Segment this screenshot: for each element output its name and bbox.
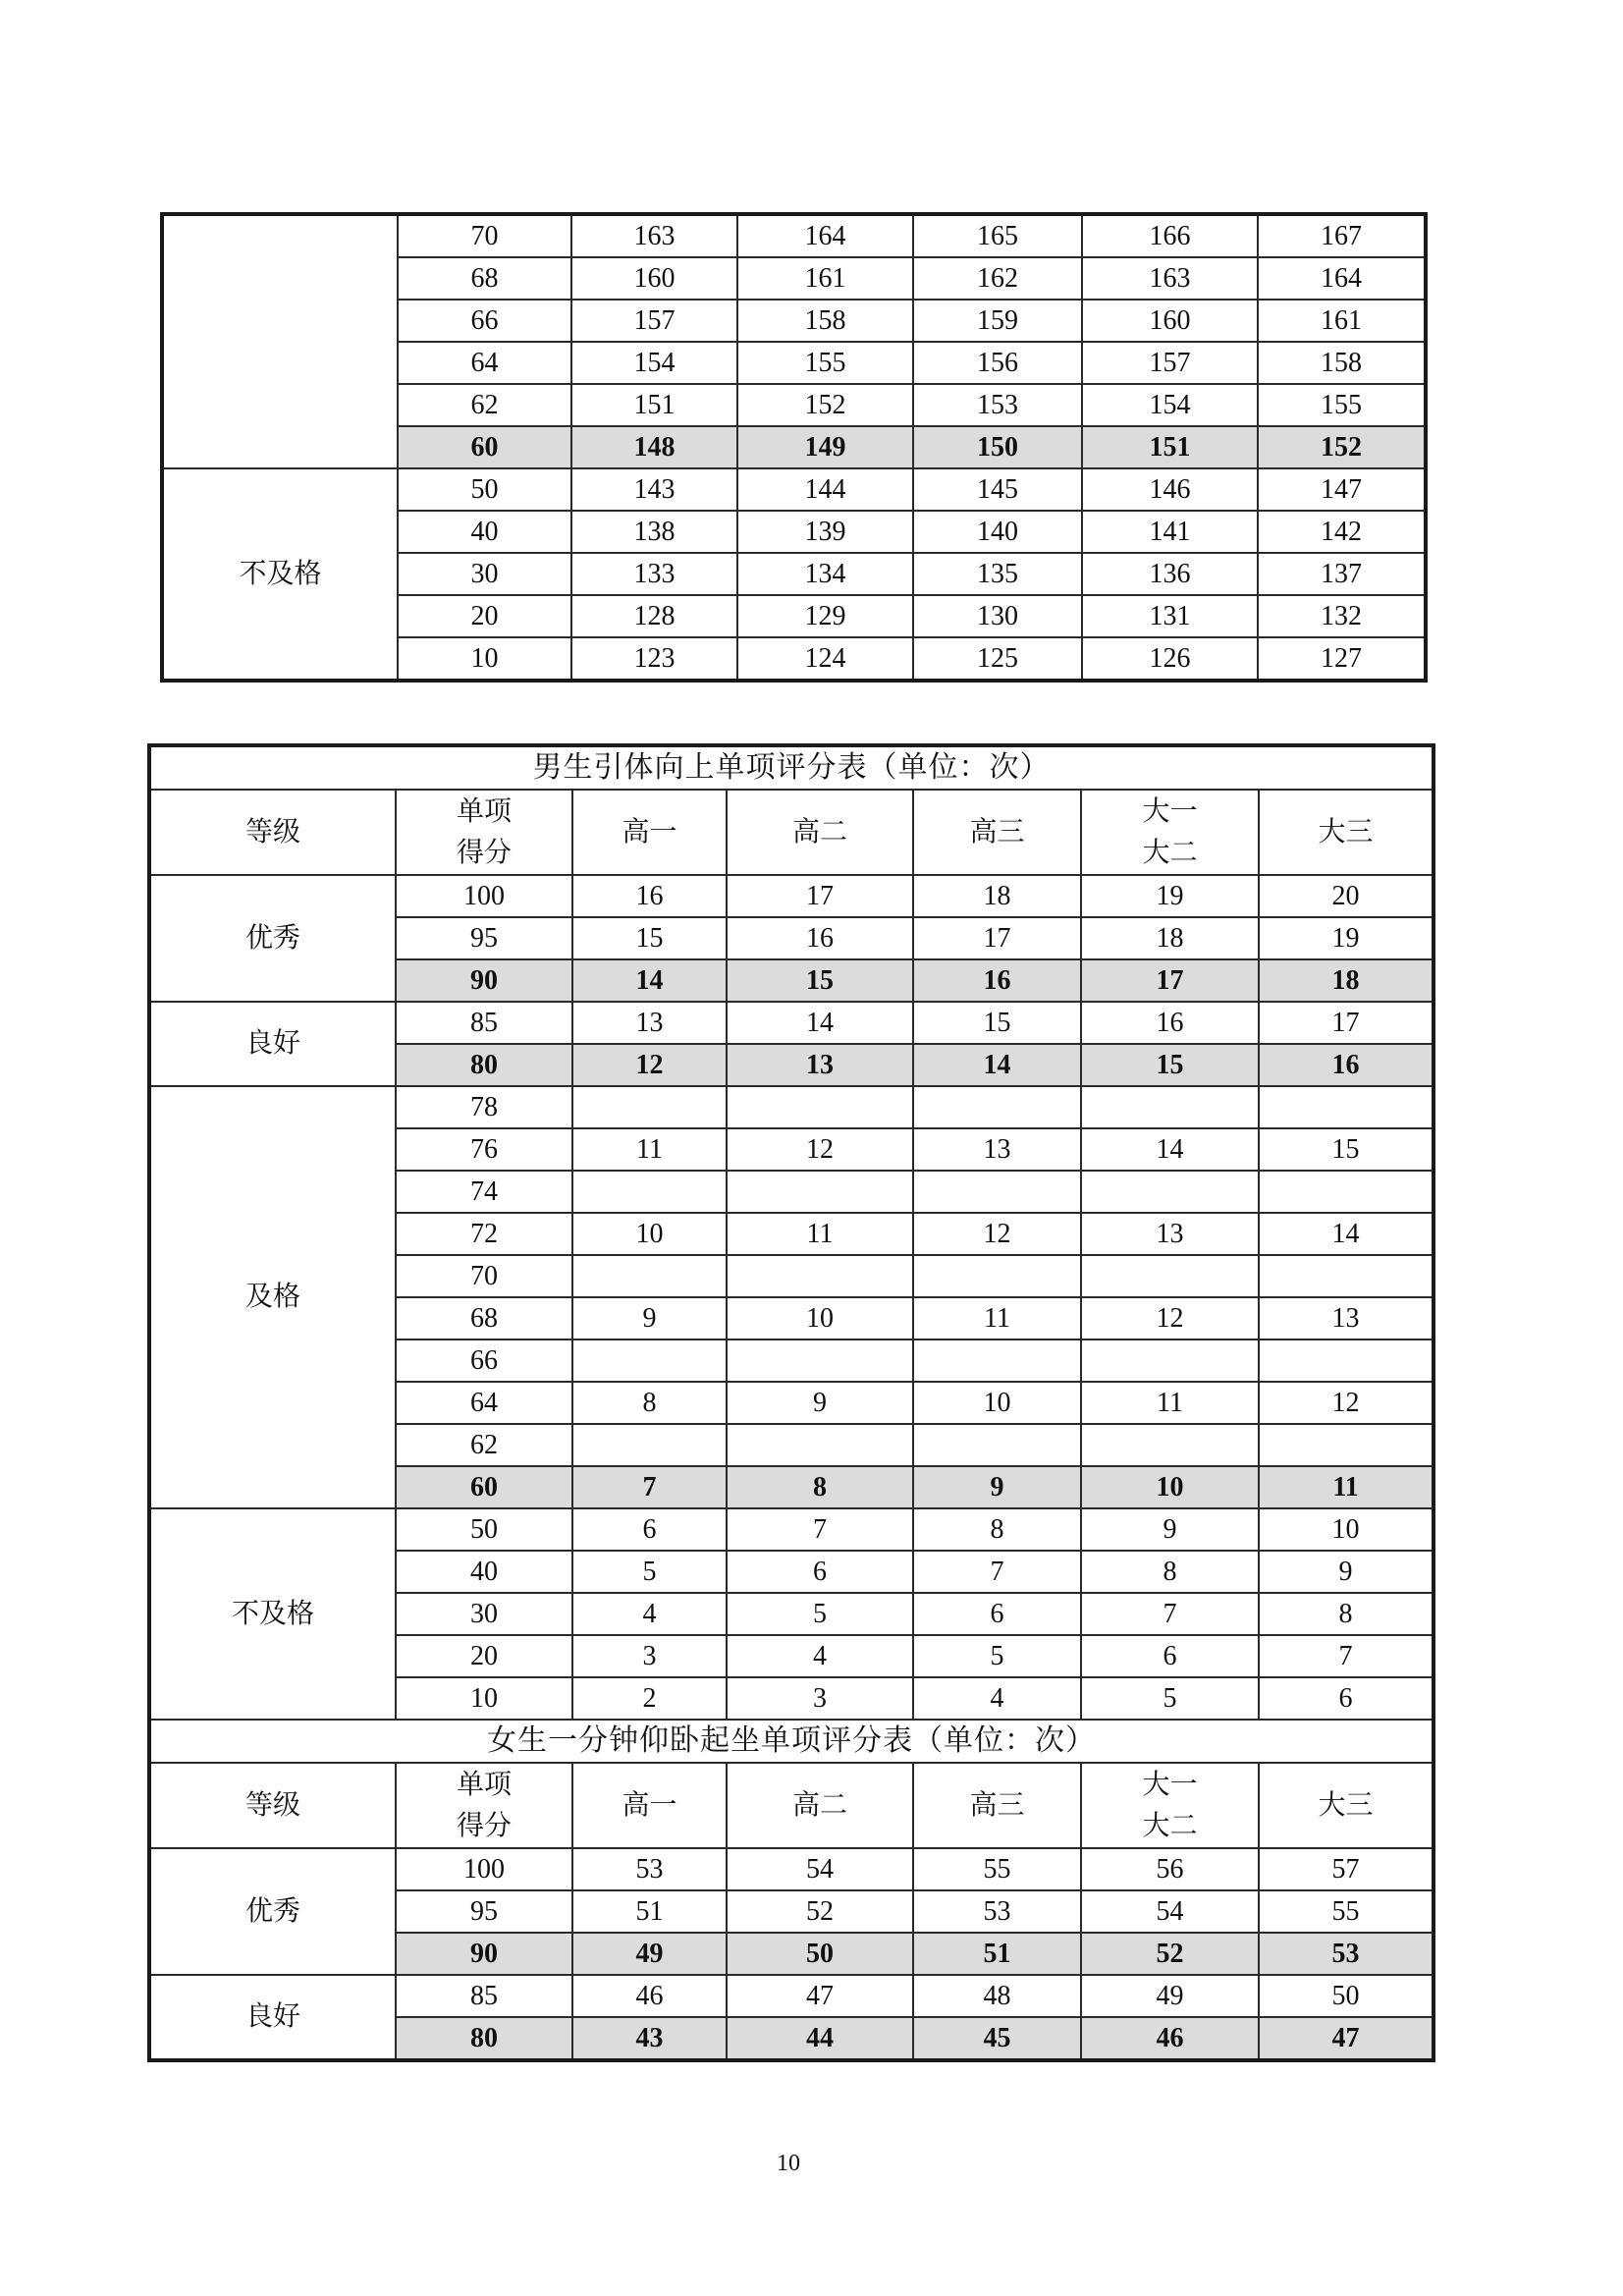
value-cell bbox=[1259, 1424, 1434, 1466]
score-cell: 72 bbox=[396, 1213, 572, 1255]
value-cell bbox=[913, 1339, 1081, 1382]
score-cell: 68 bbox=[396, 1297, 572, 1339]
score-cell: 70 bbox=[396, 1255, 572, 1297]
header-col-5: 大三 bbox=[1259, 1763, 1434, 1848]
header-score-line2: 得分 bbox=[456, 837, 512, 868]
value-cell: 154 bbox=[571, 342, 737, 384]
header-score bbox=[396, 1763, 572, 1848]
value-cell: 157 bbox=[1082, 342, 1258, 384]
value-cell: 11 bbox=[1081, 1382, 1259, 1424]
value-cell: 44 bbox=[727, 2017, 913, 2060]
header-col-4-line2: 大二 bbox=[1142, 837, 1198, 868]
score-cell: 90 bbox=[396, 1933, 572, 1975]
value-cell: 159 bbox=[913, 300, 1082, 342]
table-row bbox=[149, 875, 1434, 917]
value-cell bbox=[913, 1086, 1081, 1128]
value-cell bbox=[1081, 1086, 1259, 1128]
value-cell: 136 bbox=[1082, 553, 1258, 595]
value-cell: 18 bbox=[1259, 959, 1434, 1002]
situp-table-body bbox=[149, 1720, 1434, 2060]
value-cell: 52 bbox=[1081, 1933, 1259, 1975]
value-cell: 161 bbox=[1258, 300, 1426, 342]
value-cell bbox=[727, 1424, 913, 1466]
value-cell bbox=[572, 1424, 727, 1466]
value-cell: 12 bbox=[572, 1044, 727, 1086]
value-cell: 6 bbox=[913, 1593, 1081, 1635]
grade-cell: 不及格 bbox=[149, 1508, 396, 1720]
score-cell: 76 bbox=[396, 1128, 572, 1171]
value-cell: 10 bbox=[913, 1382, 1081, 1424]
grade-cell: 及格 bbox=[149, 1086, 396, 1508]
score-cell: 62 bbox=[398, 384, 571, 426]
value-cell: 126 bbox=[1082, 637, 1258, 681]
header-score-line1: 单项 bbox=[456, 1769, 512, 1800]
value-cell: 148 bbox=[571, 426, 737, 468]
value-cell: 16 bbox=[1081, 1002, 1259, 1044]
value-cell: 4 bbox=[727, 1635, 913, 1677]
value-cell: 6 bbox=[572, 1508, 727, 1551]
value-cell: 158 bbox=[1258, 342, 1426, 384]
value-cell: 11 bbox=[572, 1128, 727, 1171]
value-cell: 16 bbox=[913, 959, 1081, 1002]
value-cell: 6 bbox=[1259, 1677, 1434, 1720]
value-cell bbox=[572, 1255, 727, 1297]
value-cell: 14 bbox=[1259, 1213, 1434, 1255]
value-cell: 11 bbox=[913, 1297, 1081, 1339]
value-cell: 49 bbox=[572, 1933, 727, 1975]
score-table-continued-body bbox=[162, 214, 1426, 681]
value-cell: 10 bbox=[1259, 1508, 1434, 1551]
score-cell: 85 bbox=[396, 1002, 572, 1044]
value-cell: 55 bbox=[1259, 1890, 1434, 1933]
value-cell: 8 bbox=[913, 1508, 1081, 1551]
value-cell: 18 bbox=[1081, 917, 1259, 959]
value-cell: 150 bbox=[913, 426, 1082, 468]
value-cell: 14 bbox=[727, 1002, 913, 1044]
value-cell: 163 bbox=[1082, 257, 1258, 300]
value-cell: 12 bbox=[727, 1128, 913, 1171]
score-cell: 50 bbox=[396, 1508, 572, 1551]
header-col-4-line2: 大二 bbox=[1142, 1810, 1198, 1841]
value-cell: 15 bbox=[1259, 1128, 1434, 1171]
value-cell: 9 bbox=[1259, 1551, 1434, 1593]
header-col-2: 高二 bbox=[727, 1763, 913, 1848]
header-grade: 等级 bbox=[149, 790, 396, 875]
value-cell: 20 bbox=[1259, 875, 1434, 917]
value-cell: 51 bbox=[572, 1890, 727, 1933]
value-cell: 13 bbox=[913, 1128, 1081, 1171]
value-cell: 56 bbox=[1081, 1848, 1259, 1890]
header-score bbox=[396, 790, 572, 875]
value-cell: 147 bbox=[1258, 468, 1426, 511]
value-cell: 131 bbox=[1082, 595, 1258, 637]
header-col-3: 高三 bbox=[913, 1763, 1081, 1848]
value-cell: 2 bbox=[572, 1677, 727, 1720]
value-cell: 15 bbox=[913, 1002, 1081, 1044]
value-cell: 158 bbox=[737, 300, 913, 342]
value-cell: 152 bbox=[737, 384, 913, 426]
value-cell: 157 bbox=[571, 300, 737, 342]
header-col-1: 高一 bbox=[572, 790, 727, 875]
value-cell: 151 bbox=[1082, 426, 1258, 468]
value-cell bbox=[913, 1171, 1081, 1213]
page-number: 10 bbox=[777, 2151, 800, 2176]
value-cell: 146 bbox=[1082, 468, 1258, 511]
value-cell bbox=[913, 1255, 1081, 1297]
score-cell: 40 bbox=[398, 511, 571, 553]
score-cell: 90 bbox=[396, 959, 572, 1002]
value-cell: 4 bbox=[913, 1677, 1081, 1720]
score-cell: 74 bbox=[396, 1171, 572, 1213]
value-cell bbox=[913, 1424, 1081, 1466]
value-cell: 46 bbox=[572, 1975, 727, 2017]
value-cell: 134 bbox=[737, 553, 913, 595]
value-cell bbox=[1081, 1171, 1259, 1213]
situp-table-title: 女生一分钟仰卧起坐单项评分表（单位：次） bbox=[149, 1720, 1434, 1763]
score-cell: 100 bbox=[396, 875, 572, 917]
value-cell: 3 bbox=[727, 1677, 913, 1720]
score-cell: 95 bbox=[396, 1890, 572, 1933]
table-row bbox=[149, 1975, 1434, 2017]
header-col-4 bbox=[1081, 790, 1259, 875]
value-cell: 53 bbox=[913, 1890, 1081, 1933]
value-cell: 124 bbox=[737, 637, 913, 681]
value-cell: 4 bbox=[572, 1593, 727, 1635]
value-cell: 17 bbox=[1081, 959, 1259, 1002]
header-col-5: 大三 bbox=[1259, 790, 1434, 875]
score-cell: 50 bbox=[398, 468, 571, 511]
value-cell: 8 bbox=[572, 1382, 727, 1424]
score-cell: 40 bbox=[396, 1551, 572, 1593]
score-cell: 60 bbox=[398, 426, 571, 468]
value-cell: 8 bbox=[727, 1466, 913, 1508]
score-cell: 30 bbox=[398, 553, 571, 595]
value-cell bbox=[1259, 1171, 1434, 1213]
value-cell: 163 bbox=[571, 214, 737, 257]
grade-cell: 优秀 bbox=[149, 1848, 396, 1975]
score-cell: 70 bbox=[398, 214, 571, 257]
header-col-2: 高二 bbox=[727, 790, 913, 875]
value-cell: 151 bbox=[571, 384, 737, 426]
value-cell: 13 bbox=[1081, 1213, 1259, 1255]
value-cell: 6 bbox=[1081, 1635, 1259, 1677]
value-cell bbox=[1081, 1339, 1259, 1382]
value-cell: 3 bbox=[572, 1635, 727, 1677]
value-cell: 47 bbox=[727, 1975, 913, 2017]
value-cell: 153 bbox=[913, 384, 1082, 426]
score-cell: 20 bbox=[398, 595, 571, 637]
value-cell: 155 bbox=[737, 342, 913, 384]
value-cell bbox=[1259, 1339, 1434, 1382]
value-cell bbox=[572, 1171, 727, 1213]
pullup-table-body bbox=[149, 745, 1434, 1720]
value-cell: 47 bbox=[1259, 2017, 1434, 2060]
score-cell: 78 bbox=[396, 1086, 572, 1128]
value-cell: 167 bbox=[1258, 214, 1426, 257]
value-cell: 10 bbox=[572, 1213, 727, 1255]
score-cell: 80 bbox=[396, 2017, 572, 2060]
value-cell: 13 bbox=[1259, 1297, 1434, 1339]
value-cell: 7 bbox=[727, 1508, 913, 1551]
header-col-1: 高一 bbox=[572, 1763, 727, 1848]
value-cell: 141 bbox=[1082, 511, 1258, 553]
value-cell: 152 bbox=[1258, 426, 1426, 468]
value-cell: 5 bbox=[727, 1593, 913, 1635]
header-col-3: 高三 bbox=[913, 790, 1081, 875]
value-cell: 142 bbox=[1258, 511, 1426, 553]
value-cell: 139 bbox=[737, 511, 913, 553]
value-cell: 156 bbox=[913, 342, 1082, 384]
value-cell: 160 bbox=[571, 257, 737, 300]
value-cell: 164 bbox=[737, 214, 913, 257]
value-cell bbox=[572, 1086, 727, 1128]
score-cell: 85 bbox=[396, 1975, 572, 2017]
score-cell: 66 bbox=[398, 300, 571, 342]
value-cell: 19 bbox=[1259, 917, 1434, 959]
value-cell: 7 bbox=[1259, 1635, 1434, 1677]
table-row bbox=[149, 1086, 1434, 1128]
value-cell: 45 bbox=[913, 2017, 1081, 2060]
score-cell: 20 bbox=[396, 1635, 572, 1677]
value-cell: 46 bbox=[1081, 2017, 1259, 2060]
table-row bbox=[149, 1002, 1434, 1044]
grade-cell: 不及格 bbox=[162, 468, 398, 681]
value-cell: 8 bbox=[1081, 1551, 1259, 1593]
score-cell: 66 bbox=[396, 1339, 572, 1382]
value-cell: 50 bbox=[1259, 1975, 1434, 2017]
value-cell: 5 bbox=[1081, 1677, 1259, 1720]
score-cell: 64 bbox=[396, 1382, 572, 1424]
score-cell: 62 bbox=[396, 1424, 572, 1466]
value-cell: 11 bbox=[727, 1213, 913, 1255]
header-score-line1: 单项 bbox=[456, 795, 512, 827]
value-cell: 51 bbox=[913, 1933, 1081, 1975]
value-cell: 54 bbox=[1081, 1890, 1259, 1933]
header-col-4-line1: 大一 bbox=[1142, 1769, 1198, 1800]
table-row bbox=[149, 1848, 1434, 1890]
value-cell: 162 bbox=[913, 257, 1082, 300]
score-cell: 10 bbox=[396, 1677, 572, 1720]
score-cell: 30 bbox=[396, 1593, 572, 1635]
value-cell: 15 bbox=[1081, 1044, 1259, 1086]
value-cell: 13 bbox=[727, 1044, 913, 1086]
value-cell: 6 bbox=[727, 1551, 913, 1593]
score-table-continued bbox=[160, 212, 1428, 683]
value-cell: 7 bbox=[1081, 1593, 1259, 1635]
value-cell: 9 bbox=[1081, 1508, 1259, 1551]
value-cell bbox=[572, 1339, 727, 1382]
value-cell: 15 bbox=[572, 917, 727, 959]
value-cell: 143 bbox=[571, 468, 737, 511]
value-cell: 10 bbox=[727, 1297, 913, 1339]
value-cell: 9 bbox=[572, 1297, 727, 1339]
value-cell: 161 bbox=[737, 257, 913, 300]
value-cell: 149 bbox=[737, 426, 913, 468]
value-cell bbox=[1259, 1255, 1434, 1297]
situp-table-header-row bbox=[149, 1763, 1434, 1848]
value-cell: 43 bbox=[572, 2017, 727, 2060]
value-cell: 14 bbox=[572, 959, 727, 1002]
value-cell: 17 bbox=[1259, 1002, 1434, 1044]
header-grade: 等级 bbox=[149, 1763, 396, 1848]
value-cell: 9 bbox=[727, 1382, 913, 1424]
value-cell: 52 bbox=[727, 1890, 913, 1933]
pullup-table-header-row bbox=[149, 790, 1434, 875]
value-cell: 48 bbox=[913, 1975, 1081, 2017]
table-row bbox=[162, 468, 1426, 511]
value-cell: 14 bbox=[1081, 1128, 1259, 1171]
table-row bbox=[162, 214, 1426, 257]
value-cell: 17 bbox=[913, 917, 1081, 959]
value-cell: 130 bbox=[913, 595, 1082, 637]
value-cell: 140 bbox=[913, 511, 1082, 553]
grade-cell bbox=[162, 214, 398, 468]
value-cell: 128 bbox=[571, 595, 737, 637]
value-cell: 8 bbox=[1259, 1593, 1434, 1635]
grade-cell: 优秀 bbox=[149, 875, 396, 1002]
value-cell: 57 bbox=[1259, 1848, 1434, 1890]
value-cell: 9 bbox=[913, 1466, 1081, 1508]
value-cell: 15 bbox=[727, 959, 913, 1002]
value-cell: 154 bbox=[1082, 384, 1258, 426]
value-cell bbox=[727, 1086, 913, 1128]
value-cell: 165 bbox=[913, 214, 1082, 257]
value-cell: 16 bbox=[572, 875, 727, 917]
score-cell: 10 bbox=[398, 637, 571, 681]
value-cell: 50 bbox=[727, 1933, 913, 1975]
table-row bbox=[149, 1508, 1434, 1551]
value-cell: 16 bbox=[727, 917, 913, 959]
value-cell bbox=[727, 1339, 913, 1382]
value-cell bbox=[1081, 1424, 1259, 1466]
header-score-line2: 得分 bbox=[456, 1810, 512, 1841]
value-cell: 144 bbox=[737, 468, 913, 511]
score-cell: 100 bbox=[396, 1848, 572, 1890]
value-cell: 11 bbox=[1259, 1466, 1434, 1508]
score-cell: 60 bbox=[396, 1466, 572, 1508]
value-cell: 7 bbox=[572, 1466, 727, 1508]
value-cell bbox=[1081, 1255, 1259, 1297]
score-cell: 68 bbox=[398, 257, 571, 300]
value-cell: 138 bbox=[571, 511, 737, 553]
value-cell: 137 bbox=[1258, 553, 1426, 595]
value-cell bbox=[727, 1171, 913, 1213]
value-cell: 135 bbox=[913, 553, 1082, 595]
situp-table-title-row bbox=[149, 1720, 1434, 1763]
value-cell: 19 bbox=[1081, 875, 1259, 917]
score-cell: 64 bbox=[398, 342, 571, 384]
value-cell: 166 bbox=[1082, 214, 1258, 257]
value-cell: 55 bbox=[913, 1848, 1081, 1890]
value-cell: 53 bbox=[1259, 1933, 1434, 1975]
value-cell: 54 bbox=[727, 1848, 913, 1890]
value-cell bbox=[727, 1255, 913, 1297]
value-cell: 12 bbox=[1259, 1382, 1434, 1424]
value-cell bbox=[1259, 1086, 1434, 1128]
value-cell: 14 bbox=[913, 1044, 1081, 1086]
value-cell: 12 bbox=[1081, 1297, 1259, 1339]
value-cell: 5 bbox=[572, 1551, 727, 1593]
value-cell: 13 bbox=[572, 1002, 727, 1044]
value-cell: 7 bbox=[913, 1551, 1081, 1593]
pullup-table-title-row bbox=[149, 745, 1434, 790]
grade-cell: 良好 bbox=[149, 1002, 396, 1086]
value-cell: 17 bbox=[727, 875, 913, 917]
value-cell: 155 bbox=[1258, 384, 1426, 426]
score-cell: 95 bbox=[396, 917, 572, 959]
value-cell: 160 bbox=[1082, 300, 1258, 342]
value-cell: 16 bbox=[1259, 1044, 1434, 1086]
value-cell: 10 bbox=[1081, 1466, 1259, 1508]
value-cell: 164 bbox=[1258, 257, 1426, 300]
score-cell: 80 bbox=[396, 1044, 572, 1086]
value-cell: 127 bbox=[1258, 637, 1426, 681]
pullup-situp-tables bbox=[147, 743, 1435, 2062]
value-cell: 49 bbox=[1081, 1975, 1259, 2017]
value-cell: 133 bbox=[571, 553, 737, 595]
header-col-4-line1: 大一 bbox=[1142, 795, 1198, 827]
pullup-table-title: 男生引体向上单项评分表（单位：次） bbox=[149, 745, 1434, 790]
value-cell: 53 bbox=[572, 1848, 727, 1890]
value-cell: 5 bbox=[913, 1635, 1081, 1677]
value-cell: 12 bbox=[913, 1213, 1081, 1255]
value-cell: 123 bbox=[571, 637, 737, 681]
value-cell: 125 bbox=[913, 637, 1082, 681]
grade-cell: 良好 bbox=[149, 1975, 396, 2060]
value-cell: 129 bbox=[737, 595, 913, 637]
value-cell: 145 bbox=[913, 468, 1082, 511]
header-col-4 bbox=[1081, 1763, 1259, 1848]
value-cell: 18 bbox=[913, 875, 1081, 917]
value-cell: 132 bbox=[1258, 595, 1426, 637]
